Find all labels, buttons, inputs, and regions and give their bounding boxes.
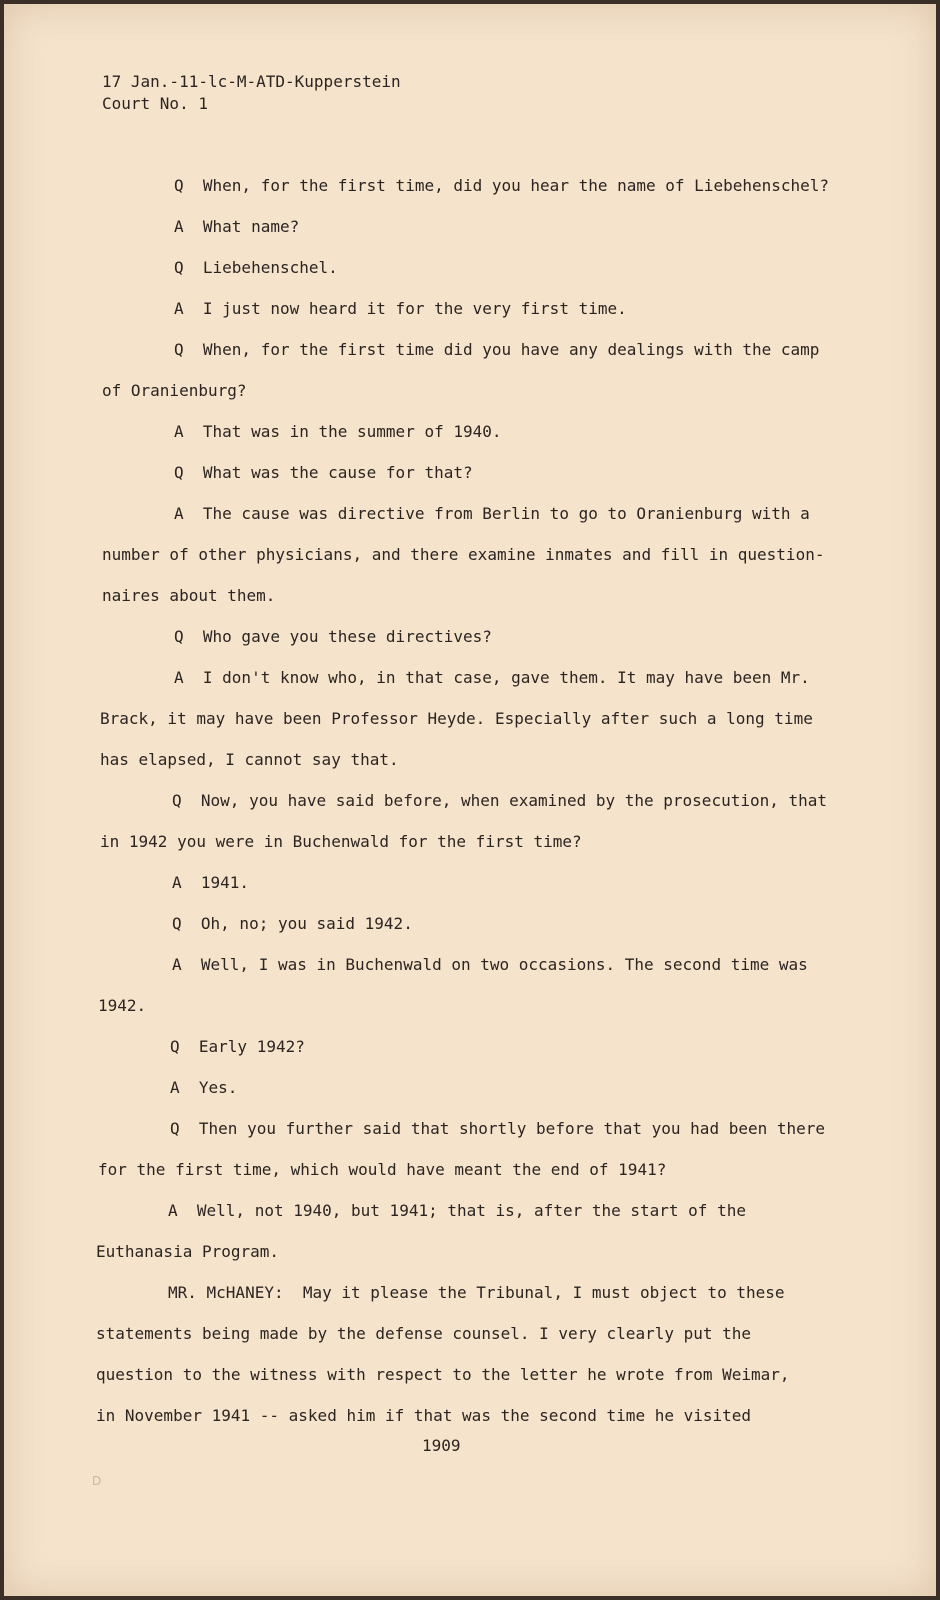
transcript-line: Q When, for the first time, did you hear the name of Liebehenschel? [174, 176, 830, 195]
transcript-line: Q Oh, no; you said 1942. [172, 914, 413, 933]
transcript-line: Q Who gave you these directives? [174, 627, 492, 646]
transcript-line: statements being made by the defense counsel. I very clearly put the [96, 1324, 752, 1343]
transcript-line: A Well, I was in Buchenwald on two occasions. The second time was [172, 955, 808, 974]
page-number: 1909 [422, 1436, 461, 1455]
transcript-line: Q When, for the first time did you have any dealings with the camp [174, 340, 820, 359]
transcript-line: A I just now heard it for the very first time. [174, 299, 627, 318]
transcript-line: A Well, not 1940, but 1941; that is, after the start of the [168, 1201, 746, 1220]
transcript-line: of Oranienburg? [102, 381, 247, 400]
transcript-line: in 1942 you were in Buchenwald for the first time? [100, 832, 582, 851]
transcript-line: A 1941. [172, 873, 250, 892]
transcript-line: 1942. [98, 996, 147, 1015]
transcript-line: for the first time, which would have meant the end of 1941? [98, 1160, 667, 1179]
transcript-line: naires about them. [102, 586, 276, 605]
transcript-line: Q Early 1942? [170, 1037, 305, 1056]
transcript-line: Euthanasia Program. [96, 1242, 280, 1261]
transcript-line: has elapsed, I cannot say that. [100, 750, 399, 769]
document-page [4, 4, 936, 1596]
corner-mark: D [92, 1474, 102, 1488]
transcript-line: Q What was the cause for that? [174, 463, 473, 482]
transcript-line: A What name? [174, 217, 300, 236]
transcript-line: A I don't know who, in that case, gave them. It may have been Mr. [174, 668, 810, 687]
transcript-text [4, 4, 936, 1596]
transcript-line: A That was in the summer of 1940. [174, 422, 502, 441]
transcript-line: in November 1941 -- asked him if that was the second time he visited [96, 1406, 752, 1425]
transcript-line: number of other physicians, and there examine inmates and fill in question- [102, 545, 825, 564]
transcript-line: Q Liebehenschel. [174, 258, 338, 277]
transcript-line: Q Then you further said that shortly before that you had been there [170, 1119, 826, 1138]
transcript-line: A Yes. [170, 1078, 238, 1097]
transcript-line: Brack, it may have been Professor Heyde. Especially after such a long time [100, 709, 813, 728]
transcript-line: MR. McHANEY: May it please the Tribunal, I must object to these [168, 1283, 785, 1302]
header-court: Court No. 1 [102, 94, 208, 113]
header-reference: 17 Jan.-11-lc-M-ATD-Kupperstein [102, 72, 401, 91]
transcript-line: question to the witness with respect to the letter he wrote from Weimar, [96, 1365, 790, 1384]
transcript-line: A The cause was directive from Berlin to go to Oranienburg with a [174, 504, 810, 523]
transcript-line: Q Now, you have said before, when examined by the prosecution, that [172, 791, 828, 810]
